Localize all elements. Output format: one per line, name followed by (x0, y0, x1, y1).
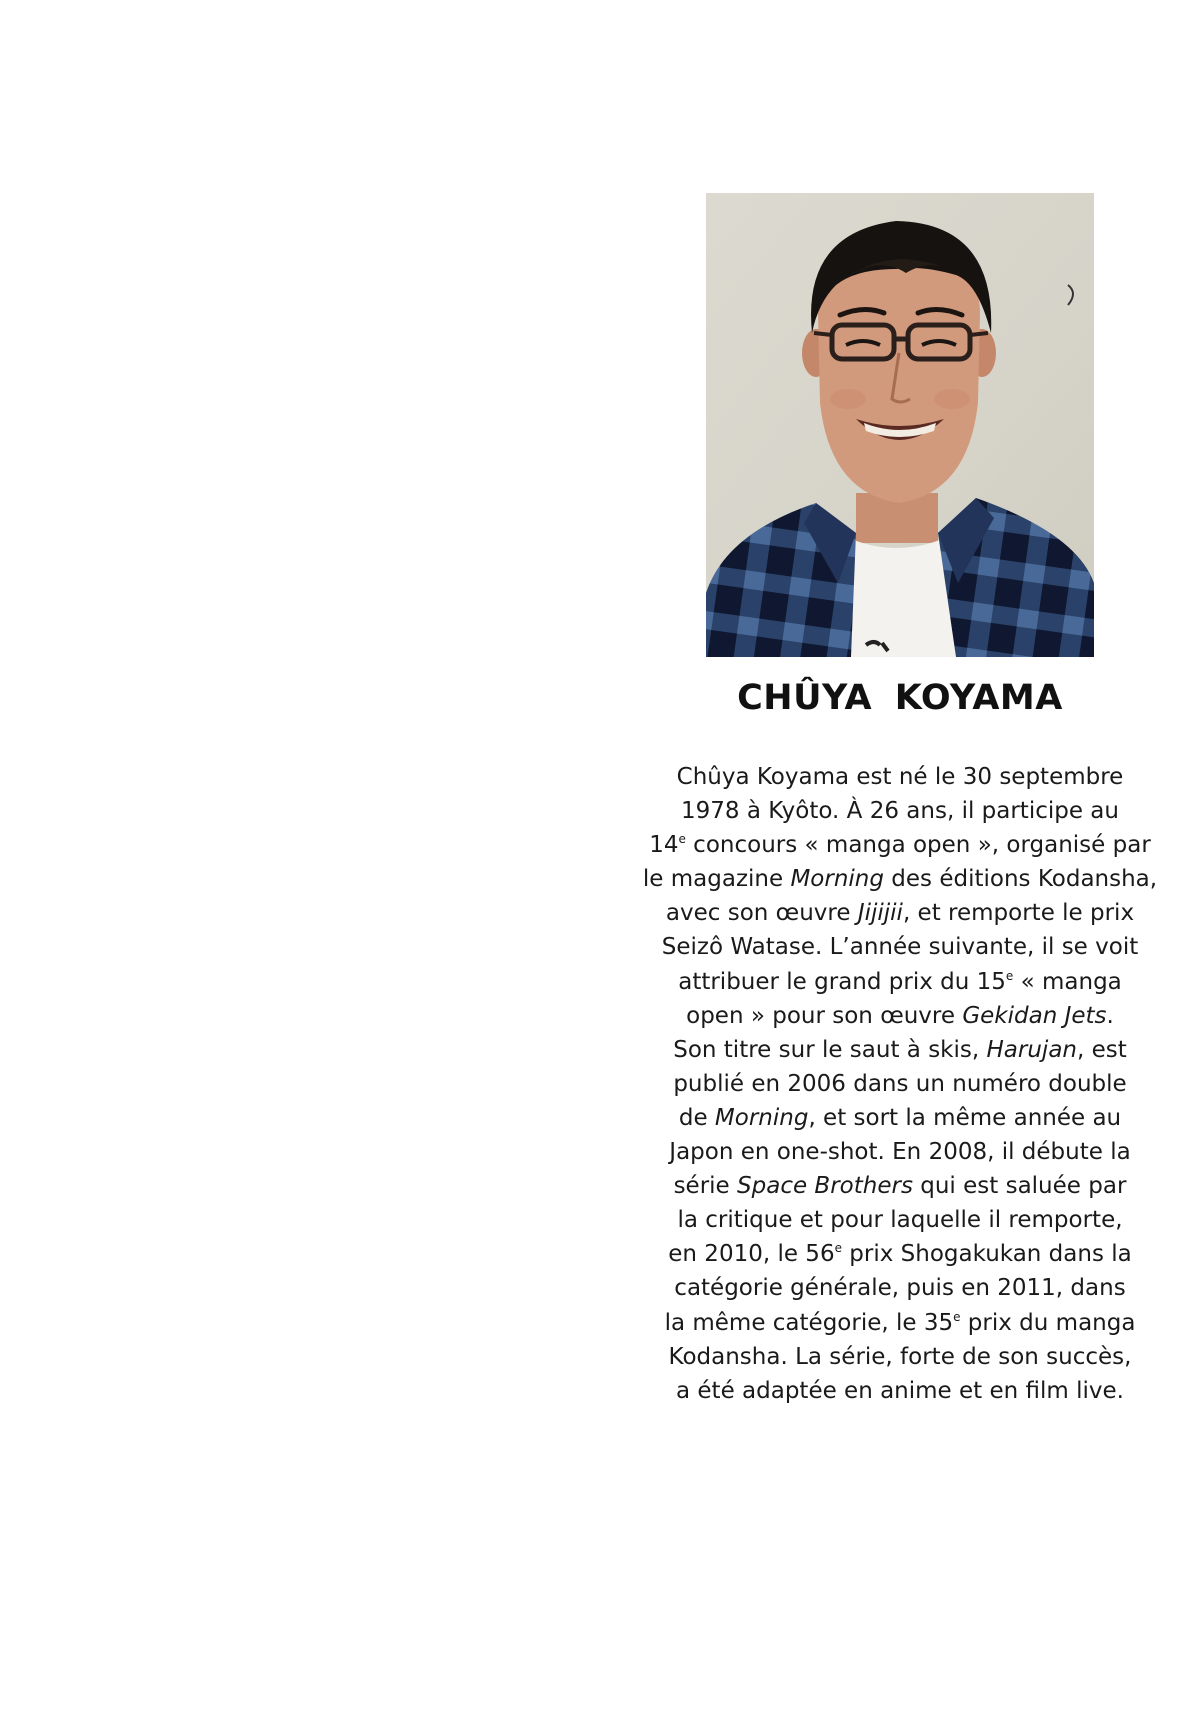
biography-text: qui est saluée par (912, 1173, 1127, 1200)
biography-text: 14 (649, 832, 679, 859)
biography-text: Chûya Koyama est né le 30 septembre (676, 764, 1124, 790)
biography-line (640, 794, 1160, 828)
biography-text: a été adaptée en anime et en film live. (676, 1377, 1124, 1404)
biography-text: la critique et pour laquelle il remporte, (677, 1207, 1123, 1234)
biography-text: catégorie générale, puis en 2011, dans (674, 1275, 1126, 1302)
biography-line (640, 965, 1160, 999)
biography-title-italic: Harujan (986, 1036, 1077, 1063)
biography-line (640, 1169, 1160, 1203)
biography-line (640, 930, 1160, 964)
biography-text: prix Shogakukan dans la (841, 1241, 1132, 1268)
biography-line (640, 1374, 1160, 1408)
biography-title-italic: Morning (714, 1104, 809, 1131)
biography-text: des éditions Kodansha, (883, 866, 1158, 893)
biography-text: avec son œuvre (665, 900, 858, 927)
ordinal-superscript: e (834, 1241, 842, 1256)
biography-text: série (673, 1173, 738, 1200)
biography-line (640, 828, 1160, 862)
biography-line (640, 1067, 1160, 1101)
biography-text: attribuer le grand prix du 15 (678, 968, 1006, 995)
biography-text: Kodansha. La série, forte de son succès, (668, 1343, 1132, 1370)
biography-text: concours « manga open », organisé par (685, 832, 1151, 859)
biography-text: open » pour son œuvre (686, 1002, 963, 1029)
biography-text: publié en 2006 dans un numéro double (673, 1070, 1127, 1097)
ordinal-superscript: e (678, 832, 686, 847)
biography-title-italic: Space Brothers (737, 1173, 913, 1200)
biography-line (640, 760, 1160, 794)
biography-line (640, 999, 1160, 1033)
biography-text: de (678, 1104, 715, 1131)
biography-line (640, 1135, 1160, 1169)
ordinal-superscript: e (1005, 968, 1014, 983)
biography-line (640, 1306, 1160, 1340)
biography-line (640, 1271, 1160, 1305)
biography-title-italic: Morning (790, 866, 884, 893)
author-biography (640, 760, 1160, 1408)
biography-text: « manga (1013, 968, 1122, 995)
biography-line (640, 1203, 1160, 1237)
biography-line (640, 1340, 1160, 1374)
biography-line (640, 1033, 1160, 1067)
biography-text: . (1106, 1002, 1114, 1029)
author-name-heading: CHÛYA KOYAMA (737, 678, 1063, 718)
biography-text: , et remporte le prix (902, 900, 1135, 927)
biography-text: 1978 à Kyôto. À 26 ans, il participe au (681, 798, 1119, 825)
biography-line (640, 1101, 1160, 1135)
biography-text: la même catégorie, le 35 (664, 1309, 954, 1336)
ordinal-superscript: e (953, 1309, 961, 1324)
biography-title-italic: Gekidan Jets (962, 1002, 1107, 1029)
biography-title-italic: Jijijii (857, 900, 903, 927)
biography-text: Son titre sur le saut à skis, (673, 1036, 987, 1063)
biography-text: Seizô Watase. L’année suivante, il se voit (661, 934, 1139, 961)
author-photo (706, 193, 1094, 657)
biography-line (640, 862, 1160, 896)
biography-text: prix du manga (960, 1309, 1136, 1336)
biography-text: , est (1076, 1036, 1127, 1063)
biography-text: Japon en one-shot. En 2008, il débute la (669, 1139, 1131, 1166)
biography-text: en 2010, le 56 (668, 1241, 835, 1268)
biography-line (640, 896, 1160, 930)
author-photo-illustration (706, 193, 1094, 657)
biography-line (640, 1237, 1160, 1271)
biography-text: le magazine (642, 866, 791, 893)
biography-text: , et sort la même année au (808, 1104, 1122, 1131)
